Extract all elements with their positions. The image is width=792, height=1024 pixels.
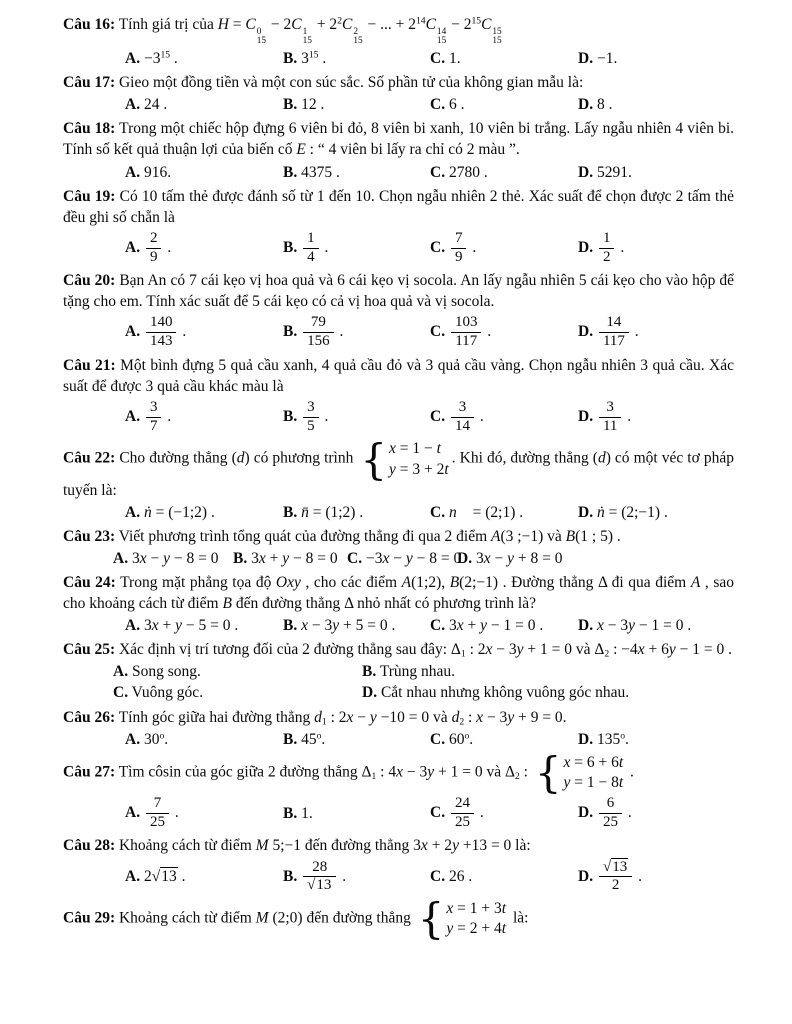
question-stem: Câu 22: Cho đường thẳng (d) có phương trình { x = 1 − t y = 3 + 2t . Khi đó, đường thẳng (d) có một véc tơ pháp tuyến là: — [63, 439, 734, 500]
question-label: Câu 23: — [63, 527, 116, 545]
questions-container — [63, 14, 734, 939]
option-c: C. −3x − y − 8 = 0 — [347, 550, 462, 567]
option-b: B. 1. — [283, 804, 313, 822]
option-d: D. x − 3y − 1 = 0 . — [578, 617, 692, 635]
question-stem: Câu 26: Tính góc giữa hai đường thẳng $d_1$ : 2x − y −10 = 0 và $d_2$ : x − 3y + 9 = 0. — [63, 708, 567, 727]
question-label: Câu 16: — [63, 16, 116, 33]
option-b: B. $\frac{79}{156}$ . — [283, 314, 344, 350]
option-d: D. −1. — [578, 50, 618, 68]
question-label: Câu 28: — [63, 837, 116, 855]
question-28 — [63, 835, 734, 896]
question-17 — [63, 72, 734, 115]
option-d: D. 3x − y + 8 = 0 — [457, 550, 563, 567]
options-row — [63, 94, 734, 115]
option-c: C. $\frac{7}{9}$ . — [430, 229, 477, 265]
option-a: A. 3x + y − 5 = 0 . — [125, 617, 239, 635]
option-c: C. $\frac{103}{117}$ . — [430, 314, 492, 350]
option-c: C. 26 . — [430, 868, 473, 886]
option-d: D. $\frac{14}{117}$ . — [578, 314, 639, 350]
option-d: D. $\frac{3}{11}$ . — [578, 399, 632, 434]
option-b: B. 12 . — [283, 96, 325, 114]
option-d: D. Cắt nhau nhưng không vuông góc nhau. — [362, 684, 630, 702]
options-row — [63, 398, 734, 436]
question-27 — [63, 753, 734, 833]
question-label: Câu 20: — [63, 272, 116, 290]
question-label: Câu 25: — [63, 641, 116, 659]
question-24 — [63, 572, 734, 636]
options-row — [63, 729, 734, 750]
option-a: A. $\frac{7}{25}$ . — [125, 794, 179, 830]
question-stem: Câu 19: Có 10 tấm thẻ được đánh số từ 1 đến 10. Chọn ngẫu nhiên 2 thẻ. Xác suất để chọn được 2 tấm thẻ đều ghi số chẵn là — [63, 187, 734, 226]
option-a: A. 24 . — [125, 96, 168, 114]
options-row — [63, 502, 734, 523]
option-d: D. 8 . — [578, 96, 613, 114]
question-label: Câu 24: — [63, 574, 116, 592]
question-label: Câu 17: — [63, 74, 116, 92]
options-row — [63, 615, 734, 636]
option-a: A. Song song. — [113, 663, 201, 681]
question-stem: Câu 29: Khoảng cách từ điểm M (2;0) đến đường thẳng { x = 1 + 3t y = 2 + 4t là: — [63, 899, 734, 939]
option-b: B. $3^{15}$ . — [283, 49, 327, 68]
question-22 — [63, 439, 734, 522]
question-label: Câu 19: — [63, 187, 116, 205]
option-b: B. 3x + y − 8 = 0 — [233, 550, 338, 567]
option-c: C. 3x + y − 1 = 0 . — [430, 617, 544, 635]
options-row — [63, 162, 734, 183]
question-stem: Câu 28: Khoảng cách từ điểm M 5;−1 đến đường thẳng 3x + 2y +13 = 0 là: — [63, 837, 531, 855]
question-label: Câu 18: — [63, 120, 116, 138]
option-d: D. $\frac{6}{25}$ . — [578, 794, 632, 830]
option-a: A. $\frac{140}{143}$ . — [125, 314, 187, 350]
option-a: A. 2√13 . — [125, 868, 186, 886]
question-label: Câu 26: — [63, 708, 116, 726]
option-d: D. 5291. — [578, 163, 632, 181]
option-a: A. 3x − y − 8 = 0 — [113, 550, 219, 567]
option-d: D. $\frac{1}{2}$ . — [578, 229, 625, 265]
question-label: Câu 27: — [63, 763, 116, 781]
question-stem: Câu 25: Xác định vị trí tương đối của 2 đường thẳng sau đây: $\Delta_1$ : 2x − 3y + 1 = 0 và $\Delta_2$ : −4x + 6y − 1 = 0 . — [63, 641, 733, 660]
option-c: C. $\frac{3}{14}$ . — [430, 399, 484, 434]
option-a: A. $-3^{15}$ . — [125, 49, 178, 68]
question-stem: Câu 27: Tìm côsin của góc giữa 2 đường thẳng $\Delta_1$ : 4x − 3y + 1 = 0 và $\Delta_2$ : { x = 6 + 6t y = 1 − 8t . — [63, 753, 734, 793]
question-18 — [63, 118, 734, 182]
options-row — [63, 858, 734, 896]
option-d: D. ṅ = (2;−1) . — [578, 503, 668, 521]
option-a: A. 916. — [125, 163, 172, 181]
question-19 — [63, 186, 734, 268]
option-a: A. $\frac{3}{7}$ . — [125, 399, 172, 434]
option-b: B. n̄ = (1;2) . — [283, 503, 364, 521]
question-label: Câu 29: — [63, 909, 116, 927]
question-16 — [63, 14, 734, 69]
option-c: C. 6 . — [430, 96, 465, 114]
option-d: D. $\frac{√13}{2}$ . — [578, 858, 642, 894]
option-c: C. $\frac{24}{25}$ . — [430, 794, 484, 830]
question-label: Câu 21: — [63, 356, 116, 374]
options-row — [63, 48, 734, 69]
question-23 — [63, 526, 734, 569]
question-stem: Câu 18: Trong một chiếc hộp đựng 6 viên bi đỏ, 8 viên bi xanh, 10 viên bi trắng. Lấy ngẫu nhiên 4 viên bi. Tính số kết quả thuận lợi của biến cố E : “ 4 viên bi lấy ra chỉ có 2 màu ”. — [63, 120, 734, 159]
option-b: B. $\frac{3}{5}$ . — [283, 399, 329, 434]
option-c: C. 1. — [430, 50, 461, 68]
option-c: C. 2780 . — [430, 163, 488, 181]
question-stem: Câu 16: Tính giá trị của H = C 0 15 − 2C 1 15 + $2^2C$ 2 15 − ... + $2^{14}C$ 14 15 − $2^{15}C$ 15 15 — [63, 15, 502, 47]
question-26 — [63, 707, 734, 750]
question-stem: Câu 23: Viết phương trình tổng quát của đường thẳng đi qua 2 điểm A(3 ;−1) và B(1 ; 5) . — [63, 527, 621, 545]
option-b: B. x − 3y + 5 = 0 . — [283, 617, 396, 635]
question-stem: Câu 24: Trong mặt phẳng tọa độ Oxy , cho các điểm A(1;2), B(2;−1) . Đường thẳng Δ đi qua điểm A , sao cho khoảng cách từ điểm B đến đường thẳng Δ nhỏ nhất có phương trình là? — [63, 574, 734, 613]
question-stem: Câu 20: Bạn An có 7 cái kẹo vị hoa quả và 6 cái kẹo vị socola. An lấy ngẫu nhiên 5 cái kẹo cho vào hộp để tặng cho em. Tính xác suất để 5 cái kẹo có cả vị hoa quả và vị socola. — [63, 272, 734, 311]
question-label: Câu 22: — [63, 450, 116, 468]
question-25 — [63, 639, 734, 703]
option-b: B. 4375 . — [283, 163, 340, 181]
options-row — [63, 229, 734, 267]
option-c: C. 60$^o$. — [430, 730, 474, 748]
options-row — [63, 313, 734, 351]
question-stem: Câu 21: Một bình đựng 5 quả cầu xanh, 4 quả cầu đỏ và 3 quả cầu vàng. Chọn ngẫu nhiên 3 quả cầu. Xác suất để được 3 quả cầu khác màu là — [63, 356, 734, 395]
option-d: D. 135$^o$. — [578, 730, 629, 748]
option-b: B. Trùng nhau. — [362, 663, 456, 681]
option-a: A. $\frac{2}{9}$ . — [125, 229, 172, 265]
option-b: B. $\frac{28}{√13}$ . — [283, 858, 347, 894]
option-c: C. n⃗ = (2;1) . — [430, 503, 524, 521]
options-row — [63, 794, 734, 832]
option-c: C. Vuông góc. — [113, 684, 204, 702]
option-a: A. 30$^o$. — [125, 730, 169, 748]
options-row — [63, 548, 734, 569]
option-b: B. $\frac{1}{4}$ . — [283, 229, 329, 265]
options-row — [63, 661, 734, 703]
question-20 — [63, 270, 734, 352]
question-stem: Câu 17: Gieo một đồng tiền và một con súc sắc. Số phần tử của không gian mẫu là: — [63, 74, 584, 92]
option-a: A. ṅ = (−1;2) . — [125, 503, 215, 521]
question-21 — [63, 355, 734, 437]
option-b: B. 45$^o$. — [283, 730, 326, 748]
question-29 — [63, 899, 734, 939]
